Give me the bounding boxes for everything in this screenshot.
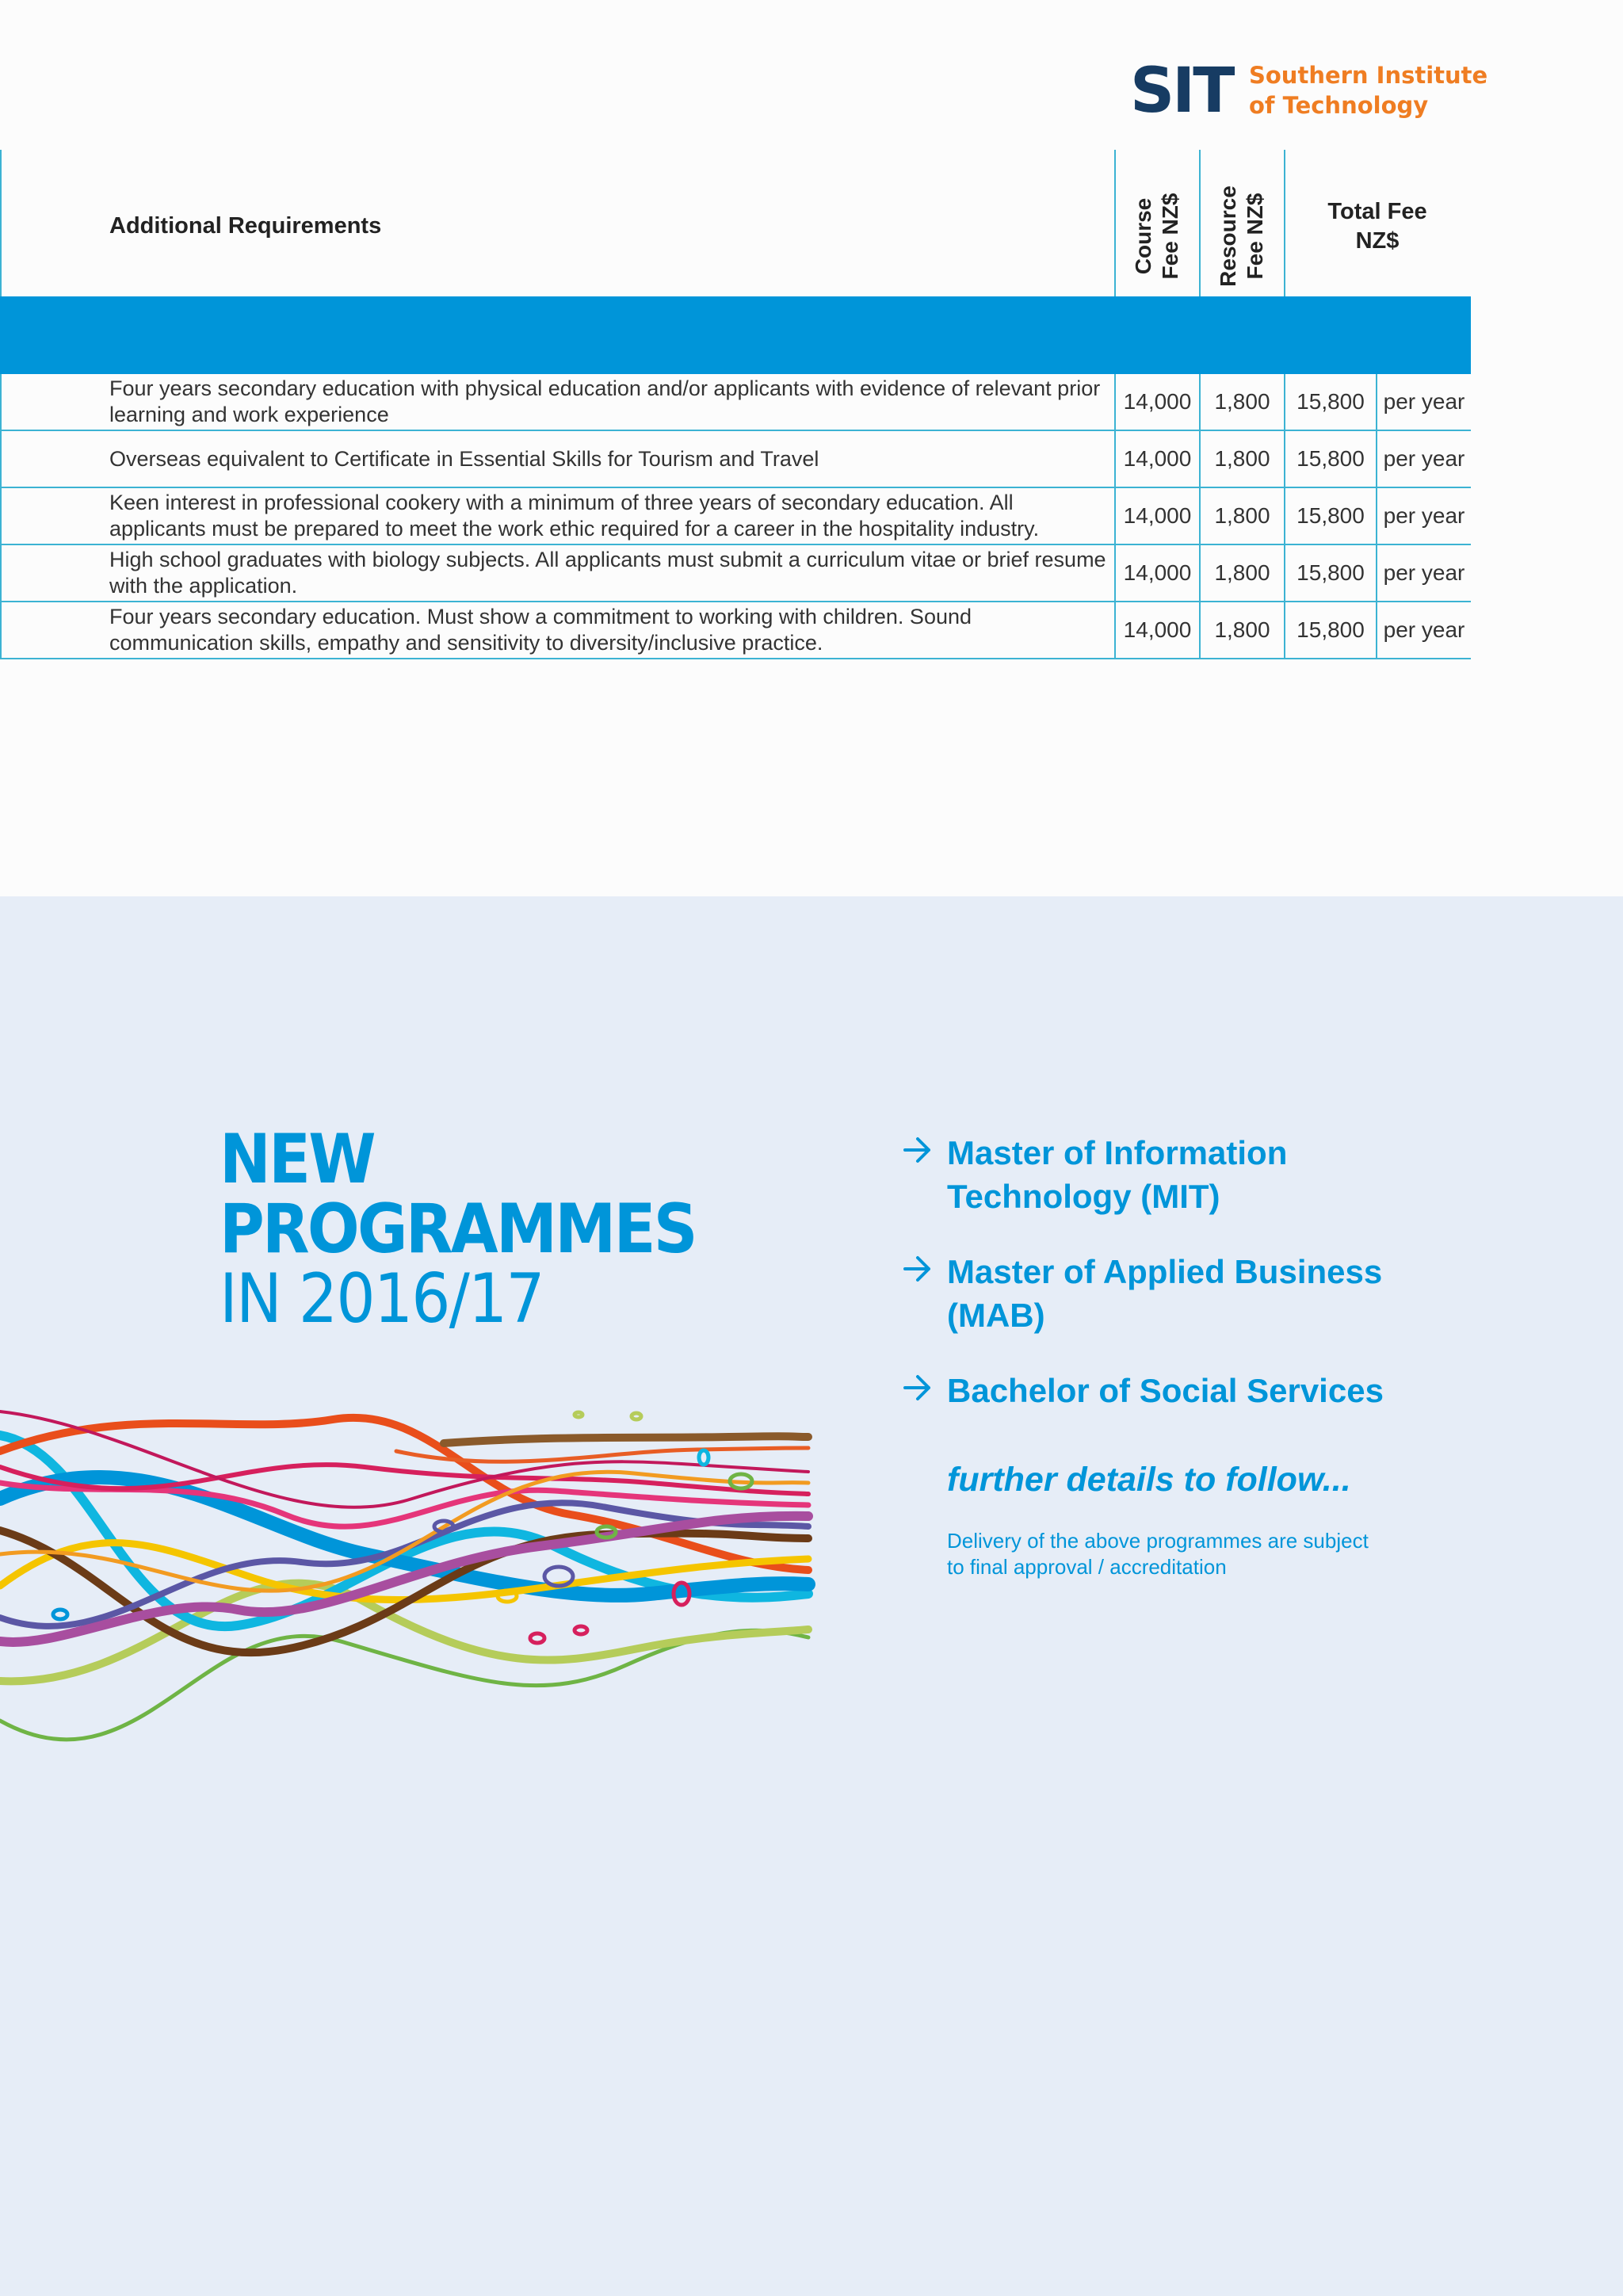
delivery-note [947,1528,1438,1580]
resource-fee-cell: 1,800 [1214,446,1270,471]
resource-fee-cell: 1,800 [1214,503,1270,528]
table-row [0,374,1471,431]
arrow-right-icon [902,1253,934,1285]
programme-name [947,1250,1518,1337]
programme-name [947,1131,1518,1218]
heading-year: IN 2016/17 [220,1259,544,1339]
further-details-note: further details to follow... [947,1461,1351,1499]
table-row [0,488,1471,545]
table-row [0,431,1471,488]
delivery-note-line: to final approval / accreditation [947,1555,1227,1579]
period-cell: per year [1383,560,1465,585]
period-cell: per year [1383,389,1465,414]
period-cell: per year [1383,503,1465,528]
requirement-cell: Overseas equivalent to Certificate in Essential Skills for Tourism and Travel [109,446,819,471]
programme-name-line: Master of Information [947,1134,1288,1171]
colour-ribbons-graphic [0,1404,816,1927]
header-total-fee-line1: Total Fee [1327,199,1427,224]
period-cell: per year [1383,446,1465,471]
table-row [0,545,1471,602]
course-fee-cell: 14,000 [1123,389,1192,414]
course-fee-cell: 14,000 [1123,446,1192,471]
programme-name-line: (MAB) [947,1297,1045,1334]
programme-name-line: Bachelor of Social Services [947,1372,1384,1409]
total-fee-cell: 15,800 [1296,560,1365,585]
header-resource-fee-line2: Fee NZ$ [1243,193,1267,280]
course-fee-cell: 14,000 [1123,617,1192,642]
total-fee-cell: 15,800 [1296,389,1365,414]
header-additional-requirements: Additional Requirements [109,213,382,239]
course-fee-cell: 14,000 [1123,503,1192,528]
header-course-fee-line2: Fee NZ$ [1158,193,1182,280]
period-cell: per year [1383,617,1465,642]
table-divider [1114,150,1116,296]
logo-line-1: Southern Institute [1249,62,1488,89]
header-total-fee [1284,197,1471,256]
resource-fee-cell: 1,800 [1214,389,1270,414]
header-course-fee-line1: Course [1131,197,1155,275]
arrow-right-icon [902,1134,934,1166]
header-course-fee [1130,181,1184,292]
header-resource-fee [1215,181,1269,292]
logo-name [1249,60,1488,120]
heading-programmes: PROGRAMMES [220,1190,696,1269]
programme-name-line: Master of Applied Business [947,1253,1383,1290]
new-programmes-section [0,896,1623,2296]
requirement-cell: High school graduates with biology subjects. All applicants must submit a curriculum vitae or brief resume with the application. [109,548,1106,598]
programme-name [947,1369,1518,1412]
course-fee-cell: 14,000 [1123,560,1192,585]
total-fee-cell: 15,800 [1296,617,1365,642]
table-divider [0,150,2,296]
table-header [0,150,1471,296]
programme-band [0,296,1471,374]
logo-abbr: SIT [1130,55,1233,127]
resource-fee-cell: 1,800 [1214,560,1270,585]
programme-name-line: Technology (MIT) [947,1178,1220,1215]
header-resource-fee-line1: Resource [1216,185,1240,287]
table-divider [1199,150,1201,296]
total-fee-cell: 15,800 [1296,446,1365,471]
arrow-right-icon [902,1372,934,1404]
heading-new: NEW [220,1120,374,1199]
logo-line-2: of Technology [1249,92,1429,119]
requirement-cell: Four years secondary education with physical education and/or applicants with evidence of relevant prior learning and work experience [109,376,1101,426]
requirement-cell: Keen interest in professional cookery with a minimum of three years of secondary education. All applicants must be prepared to meet the work ethic required for a career in the hospitality industry. [109,491,1040,541]
table-row [0,602,1471,659]
total-fee-cell: 15,800 [1296,503,1365,528]
requirement-cell: Four years secondary education. Must show a commitment to working with children. Sound communication skills, empathy and sensitivity to diversity/inclusive practice. [109,605,972,655]
resource-fee-cell: 1,800 [1214,617,1270,642]
delivery-note-line: Delivery of the above programmes are subject [947,1529,1369,1553]
header-total-fee-line2: NZ$ [1355,228,1400,254]
